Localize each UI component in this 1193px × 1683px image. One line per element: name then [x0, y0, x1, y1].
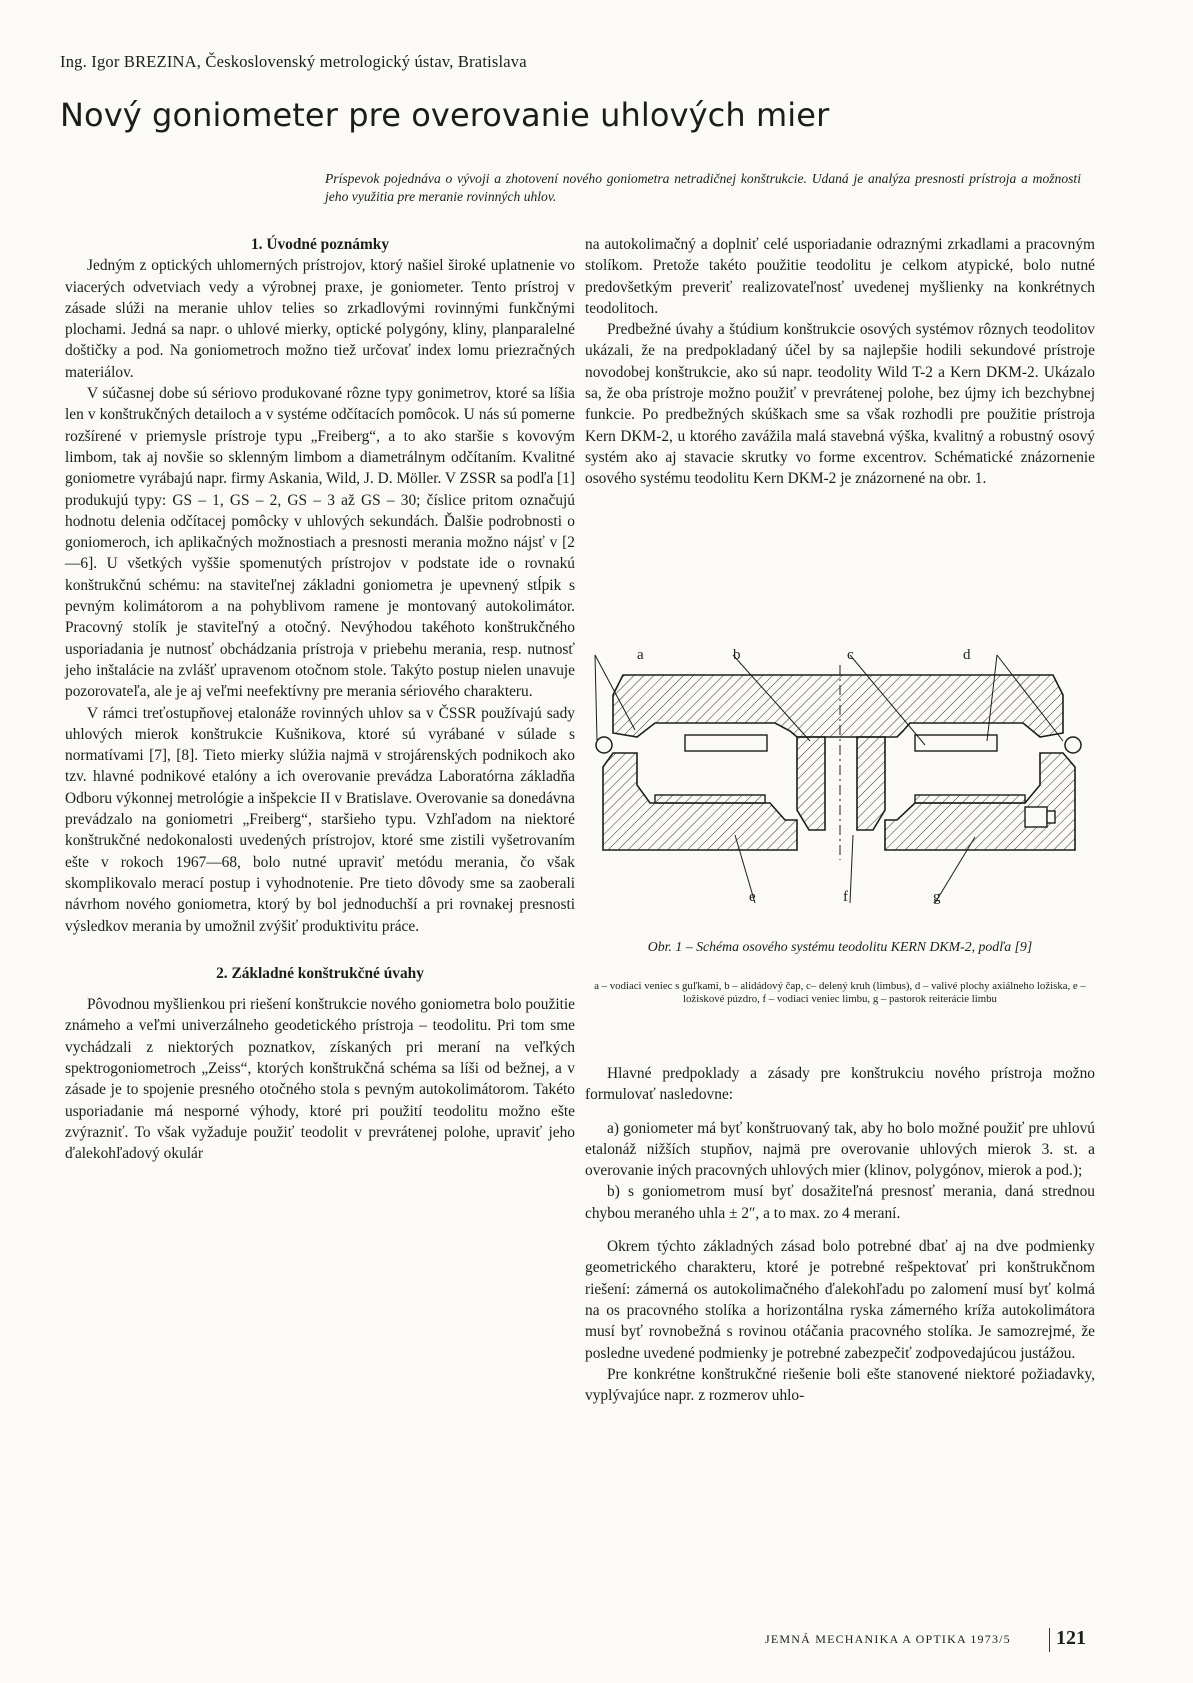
- ball-bearings: [596, 737, 1081, 753]
- figure-label-b: b: [733, 647, 741, 663]
- figure-label-d: d: [963, 647, 971, 663]
- author-line: Ing. Igor BREZINA, Československý metrologický ústav, Bratislava: [60, 52, 527, 71]
- section-heading-2: 2. Základné konštrukčné úvahy: [216, 964, 424, 982]
- paragraph: Okrem týchto základných zásad bolo potrebné dbať aj na dve podmienky geometrického charakteru, ktoré je potrebné rešpektovať pri konštrukčnom riešení: zámerná os autokolimačného ďalekohľadu po zalomení musí byť kolmá na os pracovného stolíka a horizontálna ryska zámerného kríža autokolimátora musí byť rovnobežná s rovinou otáčania pracovného stolíka. Je samozrejmé, že posledne uvedené podmienky je potrebné zabezpečiť zodpovedajúcou justážou.: [585, 1238, 1095, 1362]
- axis-system-diagram: [585, 645, 1095, 915]
- footer-divider: [1049, 1628, 1050, 1652]
- paragraph: Predbežné úvahy a štúdium konštrukcie osových systémov rôznych teodolitov ukázali, že na predpokladaný účel by sa najlepšie hodili sekundové prístroje novodobej konštrukcie, ako sú napr. teodolity Wild T-2 a Kern DKM-2. Ukázalo sa, že oba prístroje možno použiť v prevrátenej polohe, bez újmy ich bezchybnej funkcie. Po predbežných skúškach sme sa však rozhodli pre použitie prístroja Kern DKM-2, u ktorého zavážila malá stavebná výška, kvalitný a robustný osový systém ako aj stavacie skrutky vo forme excentrov. Schématické znázornenie osového systému teodolitu Kern DKM-2 je znázornené na obr. 1.: [585, 321, 1095, 488]
- paragraph: Pre konkrétne konštrukčné riešenie boli ešte stanovené niektoré požiadavky, vyplývajúce napr. z rozmerov uhlo-: [585, 1365, 1095, 1405]
- figure-legend: a – vodiaci veniec s guľkami, b – alidádový čap, c– delený kruh (limbus), d – valivé plochy axiálneho ložiska, e – ložiskové púzdro, f – vodiaci veniec limbu, g – pastorok reiterácie limbu: [594, 980, 1086, 1006]
- abstract: Príspevok pojednáva o vývoji a zhotovení nového goniometra netradičnej konštrukcie. Udaná je analýza presnosti prístroja a možnosti jeho využitia pre meranie rovinných uhlov.: [325, 171, 1081, 204]
- paragraph: Pôvodnou myšlienkou pri riešení konštrukcie nového goniometra bolo použitie známeho a veľmi univerzálneho geodetického prístroja – teodolitu. Pri tom sme vychádzali z niektorých poznatkov, získaných pri meraní na veľkých spektrogoniometroch „Zeiss“, ktorých konštrukčná schéma sa líši od bežnej, a v zásade je to spojenie presného otočného stola s pevným autokolimátorom. Takéto usporiadanie má nesporné výhody, ktoré pri použití teodolitu možno ešte zvýrazniť. To však vyžaduje použiť teodolit v prevrátenej polohe, upraviť jeho ďalekohľadový okulár: [65, 996, 575, 1163]
- paragraph: na autokolimačný a doplniť celé usporiadanie odraznými zrkadlami a pracovným stolíkom. Pretože takéto použitie teodolitu je celkom atypické, bolo nutné predovšetkým preveriť realizovateľnosť uvedenej myšlienky na konkrétnych teodolitoch.: [585, 236, 1095, 317]
- figure-caption: Obr. 1 – Schéma osového systému teodolitu KERN DKM-2, podľa [9]: [647, 939, 1033, 954]
- article-title: Nový goniometer pre overovanie uhlových mier: [60, 96, 830, 134]
- left-column: [65, 234, 575, 1164]
- list-item: a) goniometer má byť konštruovaný tak, aby ho bolo možné použiť pre uhlovú etalonáž nižších stupňov, najmä pre overovanie uhlových mierok 3. st. a overovanie iných pracovných uhlových mier (klinov, polygónov, mierok a pod.);: [585, 1119, 1095, 1180]
- paragraph: V rámci treťostupňovej etalonáže rovinných uhlov sa v ČSSR používajú sady uhlových mierok konštrukcie Kušnikova, ktoré sú vyrábané v súlade s normatívami [7], [8]. Tieto mierky slúžia najmä v strojárenských podnikoch ako tzv. hlavné podnikové etalóny a ich overovanie prevádza Laboratórna základňa Odboru výkonnej metrológie a inšpekcie II v Bratislave. Overovanie sa donedávna prevádzalo na goniometri „Freiberg“, staršieho typu. Vzhľadom na niektoré konštrukčné nedokonalosti uvedených prístrojov, ktoré sme zistili vyšetrovaním ešte v rokoch 1967—68, bolo nutné upraviť metódu merania, čo však skomplikovalo merací postup i vyhodnotenie. Pre tieto dôvody sme sa zaoberali návrhom nového goniometra, ktorý by bol jednoduchší a pri rovnakej presnosti výsledkov merania by umožnil zvýšiť produktivitu práce.: [65, 704, 575, 935]
- paragraph: Hlavné predpoklady a zásady pre konštrukciu nového prístroja možno formulovať nasledovne:: [585, 1065, 1095, 1104]
- paragraph: V súčasnej dobe sú sériovo produkované rôzne typy gonimetrov, ktoré sa líšia len v konštrukčných detailoch a v systéme odčítacích pomôcok. U nás sú pomerne rozšírené v priemysle prístroje typu „Freiberg“, a to ako staršie s kovovým limbom, tak aj novšie so sklenným limbom a diametrálnym odčítaním. Kvalitné goniometre vyrábajú napr. firmy Askania, Wild, J. D. Möller. V ZSSR sa podľa [1] produkujú typy: GS – 1, GS – 2, GS – 3 až GS – 30; číslice pritom označujú hodnotu delenia odčítacej pomôcky v uhlových sekundách. Ďalšie podrobnosti o goniomeroch, ich aplikačných možnostiach a presnosti merania možno nájsť v [2—6]. U všetkých vyššie spomenutých prístrojov v podstate ide o rovnakú konštrukčnú schému: na staviteľnej základni goniometra je upevnený stĺpik s pevným kolimátorom a na pohyblivom ramene je montovaný autokolimátor. Pracovný stolík je staviteľný a otočný. Nevýhodou takéhoto konštrukčného usporiadania je nutnosť obchádzania prístroja v priebehu merania, resp. nutnosť jeho inštalácie na zvlášť upravenom otočnom stole. Takýto postup nielen unavuje pozorovateľa, ale je aj veľmi neefektívny pre merania sériového charakteru.: [65, 385, 575, 701]
- right-column-bottom: [585, 1063, 1095, 1406]
- right-column-top: [585, 234, 1095, 490]
- paragraph: Jedným z optických uhlomerných prístrojov, ktorý našiel široké uplatnenie vo viacerých odvetviach vedy a výrobnej praxe, je goniometer. Tento prístroj v zásade slúži na meranie uhlov telies so zrkadlovými rovinnými funkčnými plochami. Jedná sa napr. o uhlové mierky, optické polygóny, kliny, planparalelné doštičky a pod. Na goniometroch možno tiež určovať index lomu priezračných materiálov.: [65, 257, 575, 381]
- list-item: b) s goniometrom musí byť dosažiteľná presnosť merania, daná strednou chybou meraného uhla ± 2″, a to max. zo 4 meraní.: [585, 1183, 1095, 1222]
- figure-label-g: g: [933, 889, 941, 905]
- figure-label-a: a: [637, 647, 644, 663]
- figure-label-c: c: [847, 647, 854, 663]
- figure-label-e: e: [749, 889, 756, 905]
- section-heading-1: 1. Úvodné poznámky: [250, 236, 390, 253]
- journal-footer: JEMNÁ MECHANIKA A OPTIKA 1973/5: [765, 1632, 1011, 1646]
- figure-label-f: f: [843, 889, 848, 905]
- page-number: 121: [1056, 1627, 1086, 1649]
- housing: [603, 675, 1075, 850]
